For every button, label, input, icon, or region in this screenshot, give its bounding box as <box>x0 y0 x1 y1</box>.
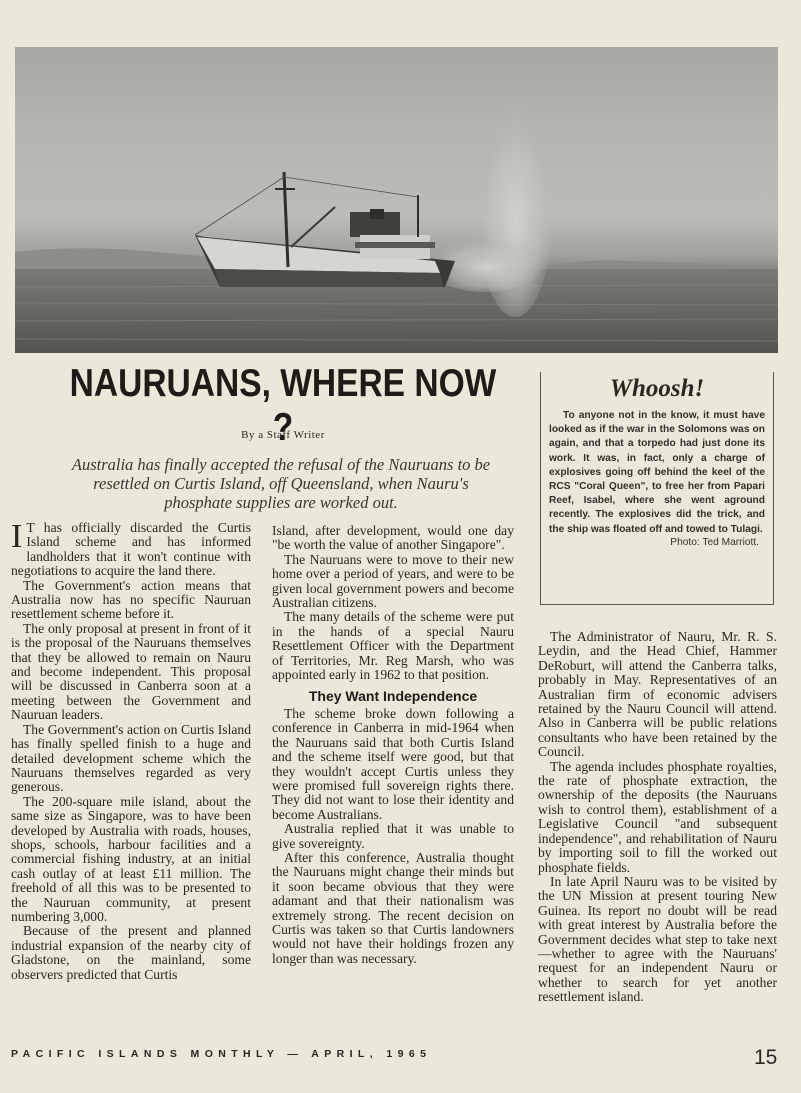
article-column-2 <box>272 524 514 966</box>
article-paragraph: The Government's action on Curtis Island has finally spelled finish to a huge and detailed development scheme which the Nauruans themselves regarded as very generous. <box>11 721 251 795</box>
article-paragraph: The scheme broke down following a conference in Canberra in mid-1964 when the Nauruans said that both Curtis Island and the scheme itself were good, but that they wouldn't accept Curtis unless they were promised full sovereign rights there. They did not want to lose their identity and become Australians. <box>272 705 514 822</box>
article-paragraph: The 200-square mile island, about the same size as Singapore, was to have been developed by Australia with roads, houses, shops, schools, harbour facilities and a commercial fishing industry, at an initial cash outlay of at least £11 million. The freehold of all this was to be presented to the Nauruan community, at present numbering 3,000. <box>11 793 251 924</box>
caption-title: Whoosh! <box>609 375 705 402</box>
article-paragraph: Australia replied that it was unable to give sovereignty. <box>272 821 514 851</box>
article-paragraph: The only proposal at present in front of it is the proposal of the Nauruans themselves that they be allowed to remain on Nauru and become independent. This proposal will be discussed in Canberra soon at a meeting between the Government and Nauruan leaders. <box>11 620 251 723</box>
article-paragraph: The Government's action means that Australia now has no specific Nauruan resettlement scheme before it. <box>11 577 251 622</box>
drop-cap-rest: T <box>26 520 35 535</box>
page-number: 15 <box>754 1046 778 1069</box>
article-paragraph: Island, after development, would one day "be worth the value of another Singapore". <box>272 523 514 553</box>
byline: By a Staff Writer <box>241 429 325 441</box>
article-paragraph: In late April Nauru was to be visited by the UN Mission at present touring New Guinea. Its report no doubt will be read with great interest by Australia before the Government decides what step to take next—whether to agree with the Nauruans' request for an independent Nauru or whether to search for yet another resettlement island. <box>538 873 777 1005</box>
article-paragraph: The Nauruans were to move to their new home over a period of years, and were to be given local government powers and become Australian citizens. <box>272 551 514 611</box>
drop-cap: I <box>11 518 23 555</box>
article-paragraph: The many details of the scheme were put in the hands of a special Nauru Resettlement Officer with the Department of Territories, Mr. Reg Marsh, who was appointed early in 1962 to that position. <box>272 609 514 683</box>
caption-body: To anyone not in the know, it must have looked as if the war in the Solomons was on again, and that a torpedo had just done its work. It was, in fact, only a charge of explosives going off behind the keel of the RCS "Coral Queen", to free her from Papari Reef, Isabel, where she went aground recently. The explosives did the trick, and the ship was floated off and towed to Tulagi. <box>549 410 765 535</box>
article-paragraph: The agenda includes phosphate royalties, the rate of phosphate extraction, the ownership of the deposits (the Nauruans wish to control them), establishment of a Legislative Council "and subsequent independence", and rehabilitation of Nauru by importing soil to fill the worked out phosphate fields. <box>538 758 777 875</box>
standfirst: Australia has finally accepted the refusal of the Nauruans to be resettled on Curtis Island, off Queensland, when Nauru's phosphate supplies are worked out. <box>71 455 491 512</box>
article-paragraph: The Administrator of Nauru, Mr. R. S. Leydin, and the Head Chief, Hammer DeRoburt, will attend the Canberra talks, probably in May. Representatives of an Australian firm of economic advisers retained by the Nauru Council will attend. Also in Canberra will be public relations consultants who have been retained by the Council. <box>538 629 777 760</box>
ship-explosion-photo <box>15 47 778 353</box>
headline: NAURUANS, WHERE NOW ? <box>69 362 497 449</box>
article-paragraph: I T has officially discarded the Curtis Island scheme and has informed landholders that it won't continue with negotiations to acquire the land there. <box>11 518 252 579</box>
article-column-3 <box>538 630 777 1005</box>
photo-credit: Photo: Ted Marriott. <box>670 536 759 548</box>
footer-masthead: PACIFIC ISLANDS MONTHLY — APRIL, 1965 <box>11 1048 432 1060</box>
article-column-1 <box>11 518 252 982</box>
article-paragraph: Because of the present and planned industrial expansion of the nearby city of Gladstone, on the mainland, some observers predicted that Curtis <box>11 923 251 982</box>
subheading: They Want Independence <box>308 688 478 705</box>
photo-caption-box <box>540 372 774 605</box>
article-paragraph: After this conference, Australia thought the Nauruans might change their minds but it soon became obvious that they were adamant and that their nationalism was extremely strong. The recent decision on Curtis was taken so that Curtis landowners would not have their holdings frozen any longer than was necessary. <box>272 849 514 966</box>
